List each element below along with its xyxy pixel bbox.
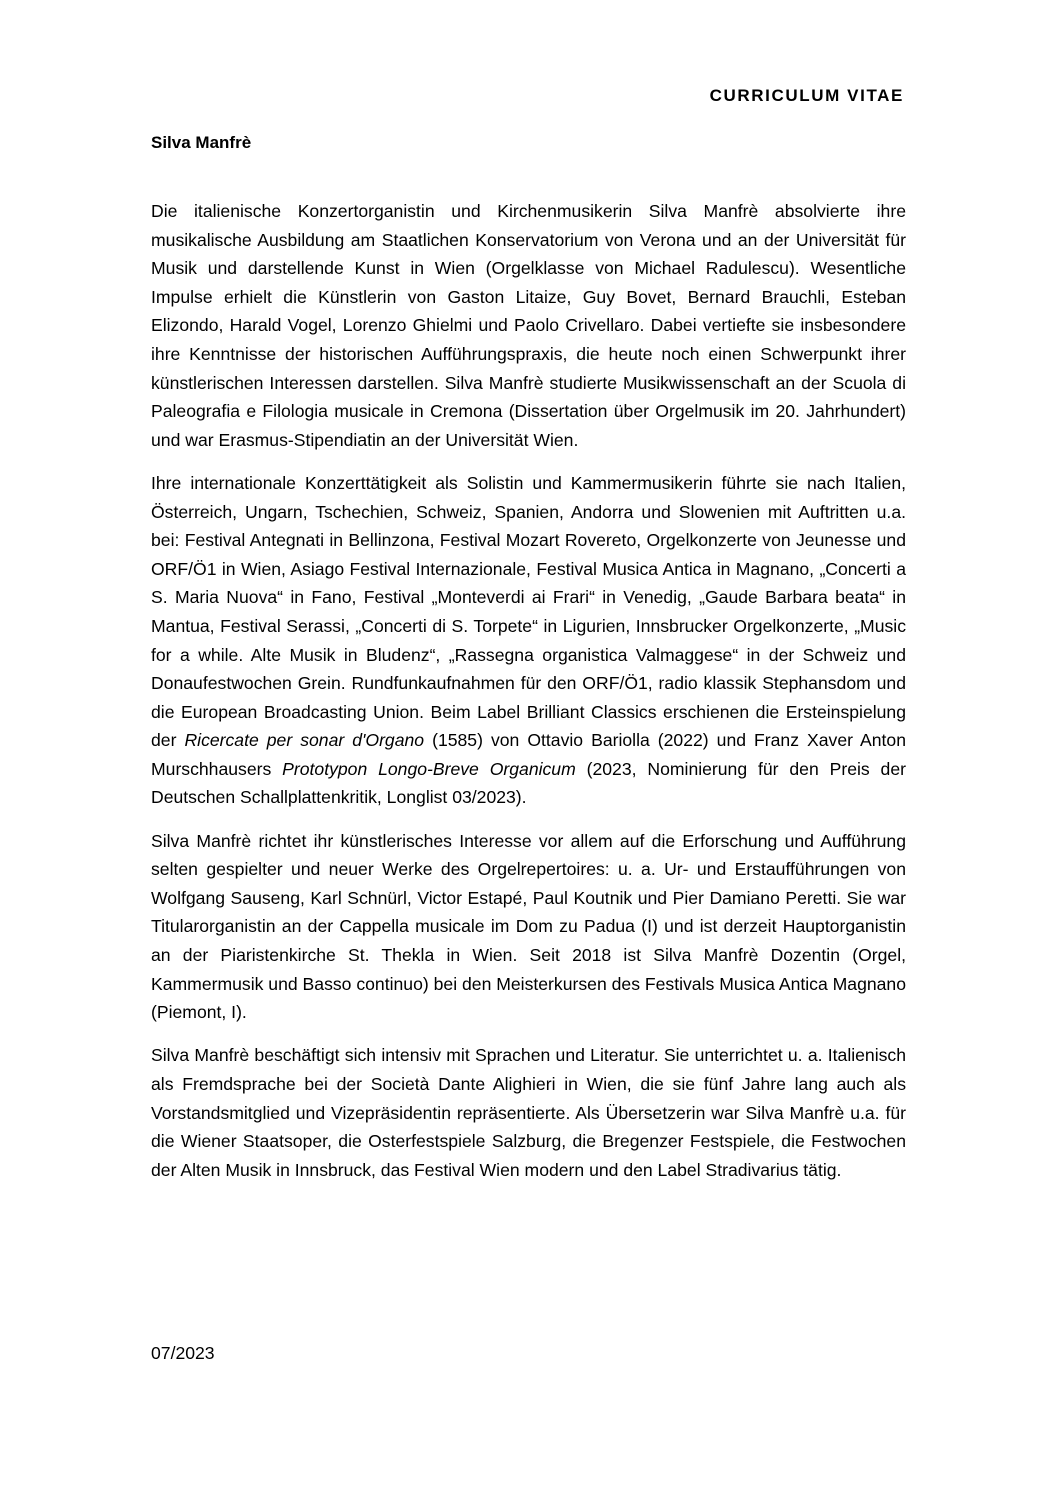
paragraph-education: Die italienische Konzertorganistin und Kirchenmusikerin Silva Manfrè absolvierte ihre musikalische Ausbildung am Staatlichen Konservatorium von Verona und an der Universität für Musik und darstellende Kunst in Wien (Orgelklasse von Michael Radulescu). Wesentliche Impulse erhielt die Künstlerin von Gaston Litaize, Guy Bovet, Bernard Brauchli, Esteban Elizondo, Harald Vogel, Lorenzo Ghielmi und Paolo Crivellaro. Dabei vertiefte sie insbesondere ihre Kenntnisse der historischen Aufführungspraxis, die heute noch einen Schwerpunkt ihrer künstlerischen Interessen darstellen. Silva Manfrè studierte Musikwissenschaft an der Scuola di Paleografia e Filologia musicale in Cremona (Dissertation über Orgelmusik im 20. Jahrhundert) und war Erasmus-Stipendiatin an der Universität Wien. [151, 201, 906, 450]
paragraph-languages: Silva Manfrè beschäftigt sich intensiv mit Sprachen und Literatur. Sie unterrichtet u. a. Italienisch als Fremdsprache bei der Società Dante Alighieri in Wien, die sie fünf Jahre lang auch als Vorstandsmitglied und Vizepräsidentin repräsentierte. Als Übersetzerin war Silva Manfrè u.a. für die Wiener Staatsoper, die Osterfestspiele Salzburg, die Bregenzer Festspiele, die Festwochen der Alten Musik in Innsbruck, das Festival Wien modern und den Label Stradivarius tätig. [151, 1045, 906, 1180]
person-name: Silva Manfrè [151, 133, 252, 152]
paragraph-concerts-text-2: (1585) von Ottavio Bariolla (2022) und Franz Xaver Anton Murschhausers [151, 730, 906, 779]
document-title: CURRICULUM VITAE [709, 86, 904, 105]
paragraph-concerts-text-1: Ihre internationale Konzerttätigkeit als Solistin und Kammermusikerin führte sie nach Italien, Österreich, Ungarn, Tschechien, Schweiz, Spanien, Andorra und Slowenien mit Auftritten u.a. bei: Festival Antegnati in Bellinzona, Festival Mozart Rovereto, Orgelkonzerte von Jeunesse und ORF/Ö1 in Wien, Asiago Festival Internazionale, Festival Musica Antica in Magnano, „Concerti a S. Maria Nuova“ in Fano, Festival „Monteverdi ai Frari“ in Venedig, „Gaude Barbara beata“ in Mantua, Festival Serassi, „Concerti di S. Torpete“ in Ligurien, Innsbrucker Orgelkonzerte, „Music for a while. Alte Musik in Bludenz“, „Rassegna organistica Valmaggese“ in der Schweiz und Donaufestwochen Grein. Rundfunkaufnahmen für den ORF/Ö1, radio klassik Stephansdom und die European Broadcasting Union. Beim Label Brilliant Classics erschienen die Ersteinspielung der [151, 472, 906, 751]
biography-body [151, 197, 906, 1199]
paragraph-repertoire: Silva Manfrè richtet ihr künstlerisches Interesse vor allem auf die Erforschung und Aufführung selten gespielter und neuer Werke des Orgelrepertoires: u. a. Ur- und Erstaufführungen von Wolfgang Sauseng, Karl Schnürl, Victor Estapé, Paul Koutnik und Pier Damiano Peretti. Sie war Titularorganistin an der Cappella musicale im Dom zu Padua (I) und ist derzeit Hauptorganistin an der Piaristenkirche St. Thekla in Wien. Seit 2018 ist Silva Manfrè Dozentin (Orgel, Kammermusik und Basso continuo) bei den Meisterkursen des Festivals Musica Antica Magnano (Piemont, I). [151, 830, 906, 1023]
paragraph-concerts [151, 469, 906, 812]
recording-title-prototypon: Prototypon Longo-Breve Organicum [282, 758, 576, 779]
recording-title-ricercate: Ricercate per sonar d'Organo [184, 730, 425, 751]
document-date: 07/2023 [151, 1343, 215, 1363]
paragraph-concerts-text-3: (2023, Nominierung für den Preis der Deutschen Schallplattenkritik, Longlist 03/2023). [151, 758, 906, 808]
